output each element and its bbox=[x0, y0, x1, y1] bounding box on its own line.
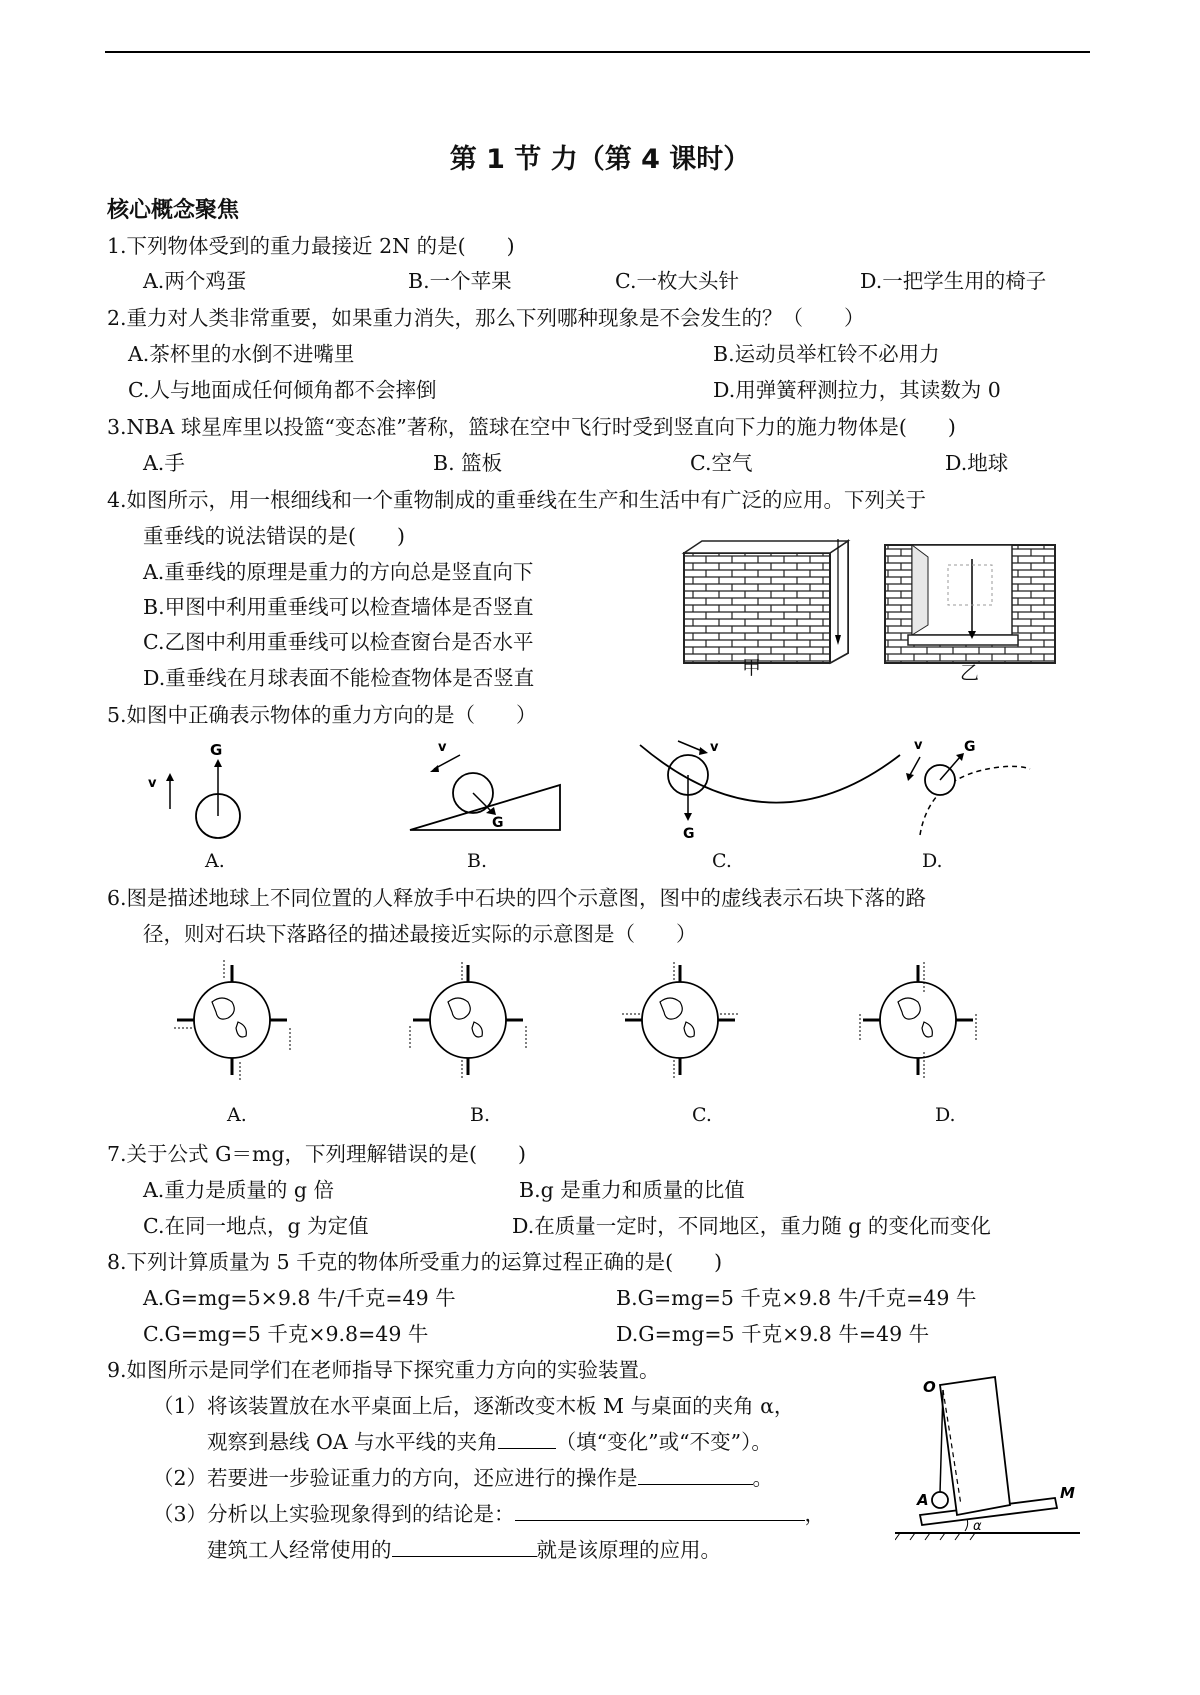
question-5-label-d: D. bbox=[922, 850, 943, 872]
question-9-part-4-text: 建筑工人经常使用的 bbox=[207, 1538, 392, 1562]
question-8-option-d: D.G=mg=5 千克×9.8 牛=49 牛 bbox=[616, 1322, 930, 1346]
question-9-part-1b-text: 观察到悬线 OA 与水平线的夹角 bbox=[207, 1430, 498, 1454]
answer-blank-1[interactable] bbox=[498, 1428, 556, 1449]
figure-label-jia: 甲 bbox=[742, 657, 762, 679]
question-6-label-a: A. bbox=[227, 1104, 247, 1126]
question-8-option-a: A.G=mg=5×9.8 牛/千克=49 牛 bbox=[143, 1286, 456, 1310]
question-1-option-d: D.一把学生用的椅子 bbox=[860, 269, 1047, 293]
question-4-stem-line1: 4.如图所示，用一根细线和一个重物制成的重垂线在生产和生活中有广泛的应用。下列关于 bbox=[107, 488, 927, 512]
question-5-label-c: C. bbox=[712, 850, 732, 872]
question-7-option-a: A.重力是质量的 g 倍 bbox=[143, 1178, 334, 1202]
figure-5d bbox=[906, 738, 1030, 835]
question-9-part-1b-hint: （填“变化”或“不变”）。 bbox=[555, 1430, 772, 1454]
figure-label-yi: 乙 bbox=[960, 662, 980, 684]
answer-blank-2[interactable] bbox=[638, 1464, 753, 1485]
question-8-option-c: C.G=mg=5 千克×9.8=49 牛 bbox=[143, 1322, 429, 1346]
point-a-label: A bbox=[917, 1491, 929, 1509]
question-1-option-a: A.两个鸡蛋 bbox=[143, 269, 247, 293]
question-4-option-d: D.重垂线在月球表面不能检查物体是否竖直 bbox=[143, 666, 535, 690]
question-4-option-c: C.乙图中利用重垂线可以检查窗台是否水平 bbox=[143, 630, 534, 654]
earth-figure-a bbox=[174, 960, 290, 1080]
question-3-option-a: A.手 bbox=[143, 451, 185, 475]
question-9-part-3 bbox=[153, 1500, 825, 1528]
gravity-label-c: G bbox=[683, 826, 695, 842]
question-2-option-c: C.人与地面成任何倾角都不会摔倒 bbox=[128, 378, 437, 402]
question-3-option-b: B. 篮板 bbox=[433, 451, 503, 475]
question-7-stem: 7.关于公式 G＝mg，下列理解错误的是( ) bbox=[107, 1142, 527, 1166]
figure-5a bbox=[148, 741, 240, 838]
question-9-part-2-end: 。 bbox=[752, 1466, 774, 1490]
board-m-label: M bbox=[1060, 1484, 1075, 1502]
gravity-label-a: G bbox=[210, 741, 223, 759]
question-9-part-3-end: ， bbox=[804, 1502, 826, 1526]
question-4-option-b: B.甲图中利用重垂线可以检查墙体是否竖直 bbox=[143, 595, 534, 619]
velocity-label-c: v bbox=[710, 740, 719, 755]
gravity-label-b: G bbox=[492, 815, 504, 831]
earth-figure-d bbox=[860, 962, 976, 1078]
velocity-label-d: v bbox=[914, 738, 923, 753]
question-8-option-b: B.G=mg=5 千克×9.8 牛/千克=49 牛 bbox=[616, 1286, 977, 1310]
question-9-part-1a: （1）将该装置放在水平桌面上后，逐渐改变木板 M 与桌面的夹角 α， bbox=[153, 1394, 795, 1418]
question-9-part-2 bbox=[153, 1464, 773, 1492]
question-6-label-b: B. bbox=[470, 1104, 491, 1126]
question-9-part-3-text: （3）分析以上实验现象得到的结论是： bbox=[153, 1502, 515, 1526]
gravity-direction-figures bbox=[130, 735, 1110, 845]
question-1-stem: 1.下列物体受到的重力最接近 2N 的是( ) bbox=[107, 234, 515, 258]
question-4-stem-line2: 重垂线的说法错误的是( ) bbox=[143, 524, 405, 548]
earth-figures bbox=[150, 960, 1080, 1090]
question-6-stem-line2: 径，则对石块下落路径的描述最接近实际的示意图是（ ） bbox=[143, 922, 697, 946]
question-3-option-d: D.地球 bbox=[945, 451, 1009, 475]
question-3-option-c: C.空气 bbox=[690, 451, 753, 475]
answer-blank-4[interactable] bbox=[392, 1536, 537, 1557]
window-figure-yi bbox=[885, 545, 1055, 663]
velocity-label-a: v bbox=[148, 776, 157, 791]
question-6-label-d: D. bbox=[935, 1104, 956, 1126]
question-9-part-1b bbox=[207, 1428, 772, 1456]
question-1-option-b: B.一个苹果 bbox=[408, 269, 512, 293]
question-7-option-c: C.在同一地点，g 为定值 bbox=[143, 1214, 369, 1238]
question-6-stem-line1: 6.图是描述地球上不同位置的人释放手中石块的四个示意图，图中的虚线表示石块下落的路 bbox=[107, 886, 927, 910]
page-title: 第 1 节 力（第 4 课时） bbox=[449, 144, 751, 175]
question-2-option-a: A.茶杯里的水倒不进嘴里 bbox=[128, 342, 355, 366]
gravity-label-d: G bbox=[964, 739, 976, 755]
point-o-label: O bbox=[923, 1378, 936, 1396]
question-9-part-4 bbox=[207, 1536, 721, 1564]
question-6-label-c: C. bbox=[692, 1104, 712, 1126]
velocity-label-b: v bbox=[438, 740, 447, 755]
question-1-option-c: C.一枚大头针 bbox=[615, 269, 739, 293]
question-2-stem: 2.重力对人类非常重要，如果重力消失，那么下列哪种现象是不会发生的？（ ） bbox=[107, 306, 865, 330]
earth-figure-b bbox=[410, 962, 526, 1078]
answer-blank-3[interactable] bbox=[515, 1500, 805, 1521]
angle-alpha-label: α bbox=[973, 1519, 982, 1534]
question-5-label-a: A. bbox=[205, 850, 225, 872]
section-heading: 核心概念聚焦 bbox=[107, 198, 240, 223]
question-5-label-b: B. bbox=[467, 850, 488, 872]
wall-figure-jia bbox=[684, 539, 848, 663]
earth-figure-c bbox=[622, 962, 738, 1078]
question-8-stem: 8.下列计算质量为 5 千克的物体所受重力的运算过程正确的是( ) bbox=[107, 1250, 723, 1274]
question-2-option-d: D.用弹簧秤测拉力，其读数为 0 bbox=[713, 378, 1001, 402]
question-9-part-4-end: 就是该原理的应用。 bbox=[536, 1538, 721, 1562]
figure-5b bbox=[410, 740, 560, 831]
header-rule bbox=[105, 51, 1090, 53]
question-4-option-a: A.重垂线的原理是重力的方向总是竖直向下 bbox=[143, 560, 534, 584]
question-5-stem: 5.如图中正确表示物体的重力方向的是（ ） bbox=[107, 703, 537, 727]
gravity-experiment-figure bbox=[895, 1365, 1090, 1550]
question-9-stem: 9.如图所示是同学们在老师指导下探究重力方向的实验装置。 bbox=[107, 1358, 660, 1382]
question-7-option-d: D.在质量一定时，不同地区，重力随 g 的变化而变化 bbox=[512, 1214, 991, 1238]
question-2-option-b: B.运动员举杠铃不必用力 bbox=[713, 342, 940, 366]
question-7-option-b: B.g 是重力和质量的比值 bbox=[519, 1178, 745, 1202]
figure-5c bbox=[640, 740, 900, 842]
question-9-part-2-text: （2）若要进一步验证重力的方向，还应进行的操作是 bbox=[153, 1466, 638, 1490]
question-3-stem: 3.NBA 球星库里以投篮“变态准”著称，篮球在空中飞行时受到竖直向下力的施力物体是( ) bbox=[107, 415, 956, 439]
